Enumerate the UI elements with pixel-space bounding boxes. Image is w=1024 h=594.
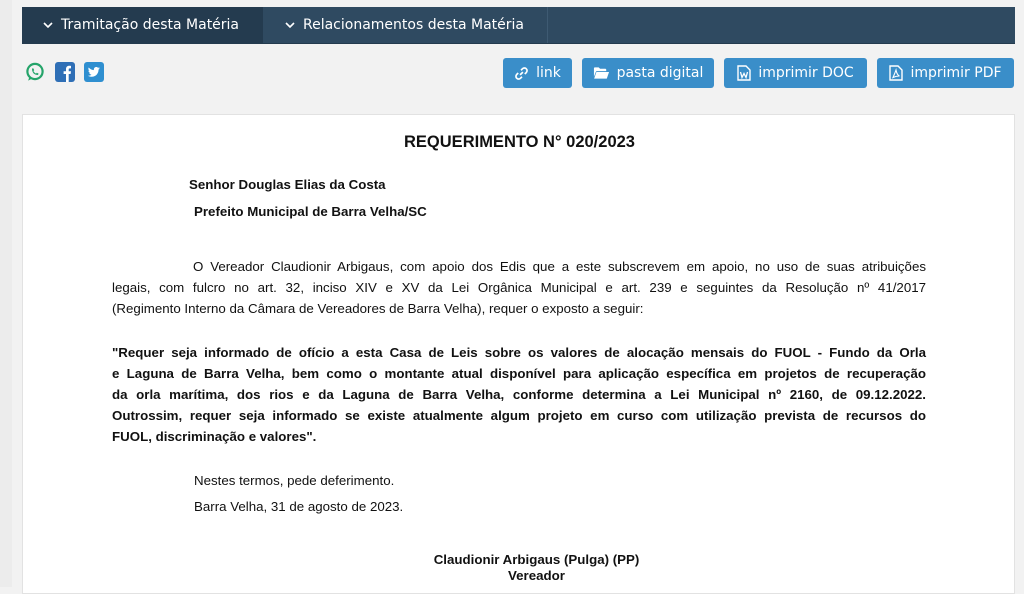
left-edge <box>0 0 12 587</box>
link-button[interactable] <box>503 58 572 88</box>
intro-line: legais, com fulcro no art. 32, inciso XIV e XV da Lei Orgânica Municipal e art. 239 e seguintes da Resolução nº 41/2017 <box>112 280 926 295</box>
intro-line: (Regimento Interno da Câmara de Vereadores de Barra Velha), requer o exposto a seguir: <box>112 301 644 316</box>
imprimir-doc-label: imprimir DOC <box>758 65 854 81</box>
pasta-digital-label: pasta digital <box>616 65 704 81</box>
imprimir-pdf-label: imprimir PDF <box>910 65 1002 81</box>
whatsapp-icon[interactable] <box>25 62 45 82</box>
request-line: "Requer seja informado de ofício a esta Casa de Leis sobre os valores de alocação mensais do FUOL - Fundo da Orla <box>112 345 926 360</box>
request-line: e Laguna de Barra Velha, bem como o montante atual disponível para aplicação específica em projetos de recuperação <box>112 366 926 381</box>
chevron-down-icon <box>285 22 295 29</box>
addressee-role: Prefeito Municipal de Barra Velha/SC <box>194 204 427 219</box>
chevron-down-icon <box>43 22 53 29</box>
twitter-icon[interactable] <box>84 62 104 82</box>
request-line: da orla marítima, dos rios e da Laguna de Barra Velha, conforme determina a Lei Municipal nº 2160, de 09.12.2022. <box>112 387 926 402</box>
signer-role: Vereador <box>508 568 565 583</box>
imprimir-pdf-button[interactable] <box>877 58 1014 88</box>
document-panel <box>22 114 1015 594</box>
document-title: REQUERIMENTO N° 020/2023 <box>404 133 635 151</box>
closing-text: Nestes termos, pede deferimento. <box>194 473 395 488</box>
tab-relacionamentos[interactable] <box>263 7 548 43</box>
pdf-file-icon <box>889 65 903 81</box>
link-icon <box>514 66 529 81</box>
tab-label: Relacionamentos desta Matéria <box>303 17 525 33</box>
facebook-icon[interactable] <box>55 62 75 82</box>
request-line: FUOL, discriminação e valores". <box>112 429 317 444</box>
date-line: Barra Velha, 31 de agosto de 2023. <box>194 499 404 514</box>
tab-tramitacao[interactable] <box>22 7 263 43</box>
intro-line: O Vereador Claudionir Arbigaus, com apoio dos Edis que a este subscrevem em apoio, no uso de suas atribuições <box>193 259 926 274</box>
pasta-digital-button[interactable] <box>582 58 714 88</box>
signer-name: Claudionir Arbigaus (Pulga) (PP) <box>433 552 640 567</box>
addressee-name: Senhor Douglas Elias da Costa <box>189 177 386 192</box>
request-line: Outrossim, requer seja informado se existe atualmente algum projeto em curso com utilização prevista de recursos do <box>112 408 926 423</box>
folder-open-icon <box>593 66 610 80</box>
imprimir-doc-button[interactable] <box>724 58 867 88</box>
word-file-icon <box>737 65 751 81</box>
link-button-label: link <box>536 65 561 81</box>
tab-bar <box>22 7 1015 44</box>
tab-label: Tramitação desta Matéria <box>61 17 240 33</box>
